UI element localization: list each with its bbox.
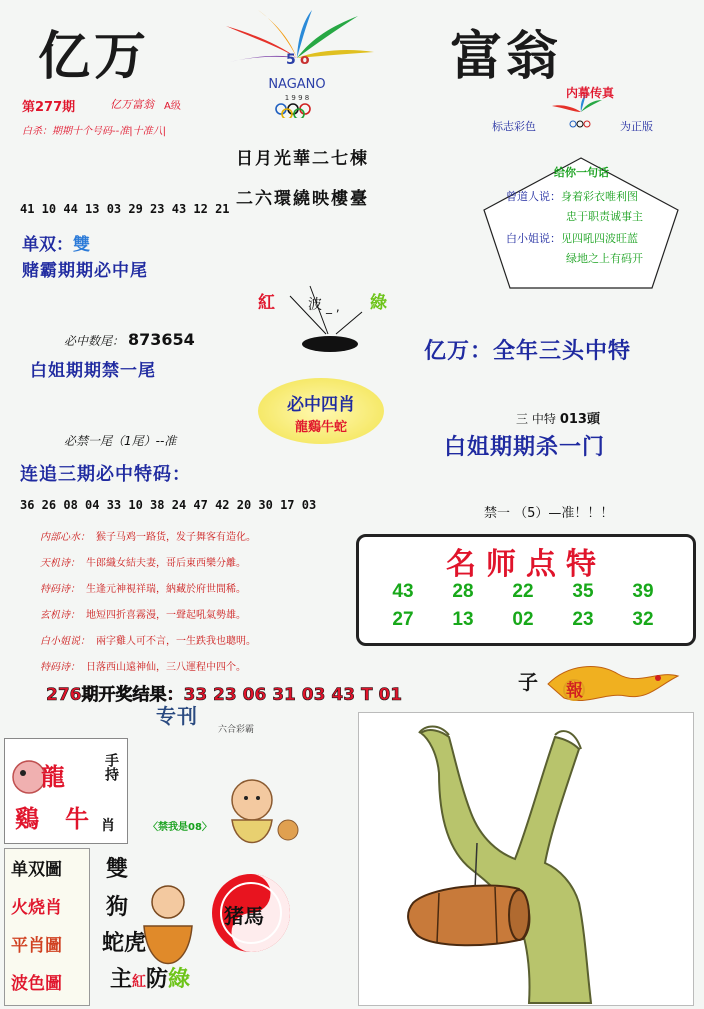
zhuankan-sub: 六合彩霸 xyxy=(218,725,255,735)
bowl-icon xyxy=(250,272,410,362)
yiwan-slogan: 亿万：全年三头中特 xyxy=(424,339,632,364)
famous-box xyxy=(356,534,696,646)
issue-grade: A级 xyxy=(164,101,181,112)
bizhong-line: 白姐期期禁一尾 xyxy=(30,361,156,381)
title-right: 富翁 xyxy=(450,26,563,87)
fax-panel xyxy=(474,82,688,296)
logo-year: 1 9 9 8 xyxy=(284,94,310,102)
sixiao-value: 龍鷄牛蛇 xyxy=(294,420,347,435)
nagano-logo xyxy=(208,6,386,118)
sixiao-badge xyxy=(258,378,384,444)
fax-subtitle: 给你一句话 xyxy=(554,166,609,179)
title-left: 亿万 xyxy=(38,26,151,87)
kids-icon xyxy=(196,770,306,870)
fax-line2: 白小姐说：见四吼四波旺蓝 xyxy=(506,232,638,245)
poem-row-1: 内部心水： 猴子马鸡一路货，发子舞客有造化。 xyxy=(40,532,256,543)
jinyi: 禁一 （5）—准！！！ xyxy=(484,506,614,521)
dragon-banner xyxy=(508,656,686,712)
chart-d: 波色圖 xyxy=(11,974,62,994)
zodiac-c: 牛 xyxy=(65,805,89,833)
danshuang-tail: 赌霸期期必中尾 xyxy=(22,261,148,281)
famous-title: 名师点特 xyxy=(446,547,606,582)
issue-note: 白杀：期期十个号码--准|十准八| xyxy=(22,126,166,137)
zhuhong-row: 主紅防綠 xyxy=(110,967,191,992)
chart-c: 平肖圖 xyxy=(11,936,62,956)
famous-row-2: 27 13 02 23 32 xyxy=(392,609,654,630)
fax-right: 为正版 xyxy=(620,120,653,133)
zhuankan: 专刊 xyxy=(156,704,198,728)
olympic-rings-icon xyxy=(276,104,310,118)
fax-line1: 曾道人说：身着彩衣唯利图 xyxy=(506,190,638,203)
kids-illustration xyxy=(196,770,306,870)
shehu-char: 蛇虎 xyxy=(102,931,147,956)
svg-text:o: o xyxy=(300,52,310,68)
danshuang-row: 单双：雙 xyxy=(22,235,90,255)
issue-brand: 亿万富翁 xyxy=(110,98,154,111)
fax-line2b: 绿地之上有码开 xyxy=(566,252,643,265)
zodiac-b: 鷄 xyxy=(15,805,39,833)
tree-panel xyxy=(358,712,694,1006)
svg-text:5: 5 xyxy=(286,52,296,68)
logo-word: NAGANO xyxy=(268,77,326,92)
wave-bowl: 紅 波 _ , 綠 xyxy=(250,272,410,362)
zodiac-box xyxy=(4,738,128,844)
issue-number: 第277期 xyxy=(22,100,76,115)
shuang-char: 雙 xyxy=(106,857,129,882)
sixiao-title: 必中四肖 xyxy=(287,395,355,415)
poem-row-3: 特码诗： 生逢元神視祥瑞，納藏於府世間稀。 xyxy=(40,584,246,595)
chart-a: 单双圖 xyxy=(11,860,62,880)
wave-red: 紅 xyxy=(258,293,275,313)
zodiac-side: 手持 xyxy=(103,753,119,781)
fax-line1b: 忠于职责诚事主 xyxy=(566,210,643,223)
zi-char: 子 xyxy=(518,670,538,694)
zhuma: 猪馬 xyxy=(224,904,264,928)
barrel-icon xyxy=(408,885,529,945)
poem-row-6: 特码诗： 日落西山遠神仙，三八運程中四个。 xyxy=(40,662,246,673)
wave-blue: 波 xyxy=(308,297,322,313)
wave-green: 綠 xyxy=(370,293,387,313)
numbers-top: 41 10 44 13 03 29 23 43 12 21 xyxy=(20,202,230,216)
zodiac-a: 龍 xyxy=(41,763,65,791)
jinwei: 必禁一尾（1尾）--准 xyxy=(64,434,177,448)
bizhong-row: 必中数尾： 873654 xyxy=(64,330,195,349)
poem-heading-line1: 日月光華二七棟 xyxy=(236,149,369,169)
zodiac-side2: 肖 xyxy=(101,818,115,834)
fax-left: 标志彩色 xyxy=(492,120,536,133)
chart-b: 火烧肖 xyxy=(11,898,62,918)
poem-heading-line2: 二六環繞映樓臺 xyxy=(236,189,369,209)
fax-title: 内幕传真 xyxy=(566,86,615,100)
bao-char: 報 xyxy=(566,681,583,701)
lianzhui: 连追三期必中特码： xyxy=(20,464,191,485)
tree-icon xyxy=(359,713,693,1005)
baijie-men: 白姐期期杀一门 xyxy=(444,435,606,460)
numbers-mid: 36 26 08 04 33 10 38 24 47 42 20 30 17 03 xyxy=(20,498,317,512)
result-line: 276期开奖结果：33 23 06 31 03 43 T 01 xyxy=(46,685,403,705)
sanzhong-row: 三 中特 013頭 xyxy=(516,412,600,427)
yinyang xyxy=(210,872,292,954)
charts-box xyxy=(4,848,90,1006)
poem-row-4: 玄机诗： 地短四折喜霧漫，一聲起吼氣勢雄。 xyxy=(40,610,246,621)
jinqi: 〈禁我是08〉 xyxy=(148,822,212,833)
poem-row-2: 天机诗： 牛郎織女結夫妻，哥后東西樂分離。 xyxy=(40,558,246,569)
famous-row-1: 43 28 22 35 39 xyxy=(392,581,654,602)
flower-icon xyxy=(226,10,374,68)
gou-char: 狗 xyxy=(106,895,129,920)
poem-row-5: 白小姐说： 兩字雞人可不言，一生跌我也聰明。 xyxy=(40,636,256,647)
